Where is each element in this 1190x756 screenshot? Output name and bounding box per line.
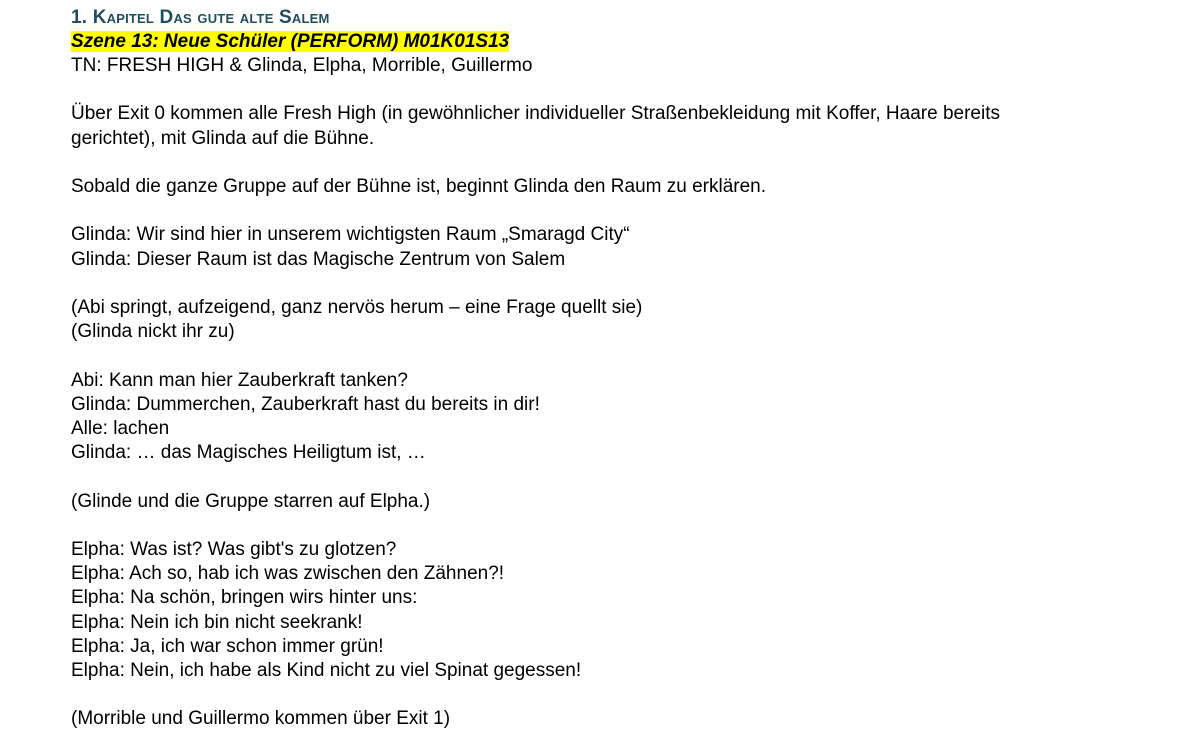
blank-line [71, 199, 1131, 223]
script-line: Abi: Kann man hier Zauberkraft tanken? [71, 369, 408, 391]
script-line: (Glinde und die Gruppe starren auf Elpha.) [71, 490, 431, 512]
script-line: (Glinda nickt ihr zu) [71, 321, 235, 343]
script-line: gerichtet), mit Glinda auf die Bühne. [71, 127, 375, 149]
script-line: Glinda: … das Magisches Heiligtum ist, … [71, 442, 426, 464]
script-line: Elpha: Ja, ich war schon immer grün! [71, 635, 384, 657]
script-line: Über Exit 0 kommen alle Fresh High (in gewöhnlicher individueller Straßenbekleidung mit Koffer, Haare bereits [71, 103, 1000, 125]
paragraph [71, 223, 1131, 271]
paragraph [71, 102, 1131, 150]
script-line: Elpha: Nein, ich habe als Kind nicht zu viel Spinat gegessen! [71, 659, 582, 681]
script-line: Glinda: Dieser Raum ist das Magische Zentrum von Salem [71, 248, 566, 270]
paragraph [71, 369, 1131, 466]
script-line: Sobald die ganze Gruppe auf der Bühne ist, beginnt Glinda den Raum zu erklären. [71, 175, 767, 197]
blank-line [71, 344, 1131, 368]
blank-line [71, 465, 1131, 489]
blank-line [71, 151, 1131, 175]
paragraph [71, 490, 1131, 514]
blank-line [71, 272, 1131, 296]
chapter-heading: 1. Kapitel Das gute alte Salem [71, 7, 330, 28]
paragraph [71, 296, 1131, 344]
scene-heading [71, 30, 1131, 54]
script-line: Glinda: Dummerchen, Zauberkraft hast du bereits in dir! [71, 393, 540, 415]
script-line: Elpha: Was ist? Was gibt's zu glotzen? [71, 538, 397, 560]
document-page [71, 6, 1131, 732]
script-line: (Abi springt, aufzeigend, ganz nervös herum – eine Frage quellt sie) [71, 296, 643, 318]
script-line: Alle: lachen [71, 417, 170, 439]
script-line: Glinda: Wir sind hier in unserem wichtigsten Raum „Smaragd City“ [71, 224, 630, 246]
participants-line: TN: FRESH HIGH & Glinda, Elpha, Morrible, Guillermo [71, 55, 533, 76]
paragraph [71, 175, 1131, 199]
script-line: Elpha: Ach so, hab ich was zwischen den Zähnen?! [71, 563, 505, 585]
script-line: Elpha: Nein ich bin nicht seekrank! [71, 611, 363, 633]
script-line: (Morrible und Guillermo kommen über Exit 1) [71, 708, 451, 730]
blank-line [71, 683, 1131, 707]
paragraph [71, 707, 1131, 731]
blank-line [71, 514, 1131, 538]
blank-line [71, 78, 1131, 102]
scene-heading-highlight: Szene 13: Neue Schüler (PERFORM) M01K01S13 [71, 31, 510, 52]
paragraph [71, 538, 1131, 683]
script-body [71, 78, 1131, 731]
script-line: Elpha: Na schön, bringen wirs hinter uns: [71, 587, 418, 609]
